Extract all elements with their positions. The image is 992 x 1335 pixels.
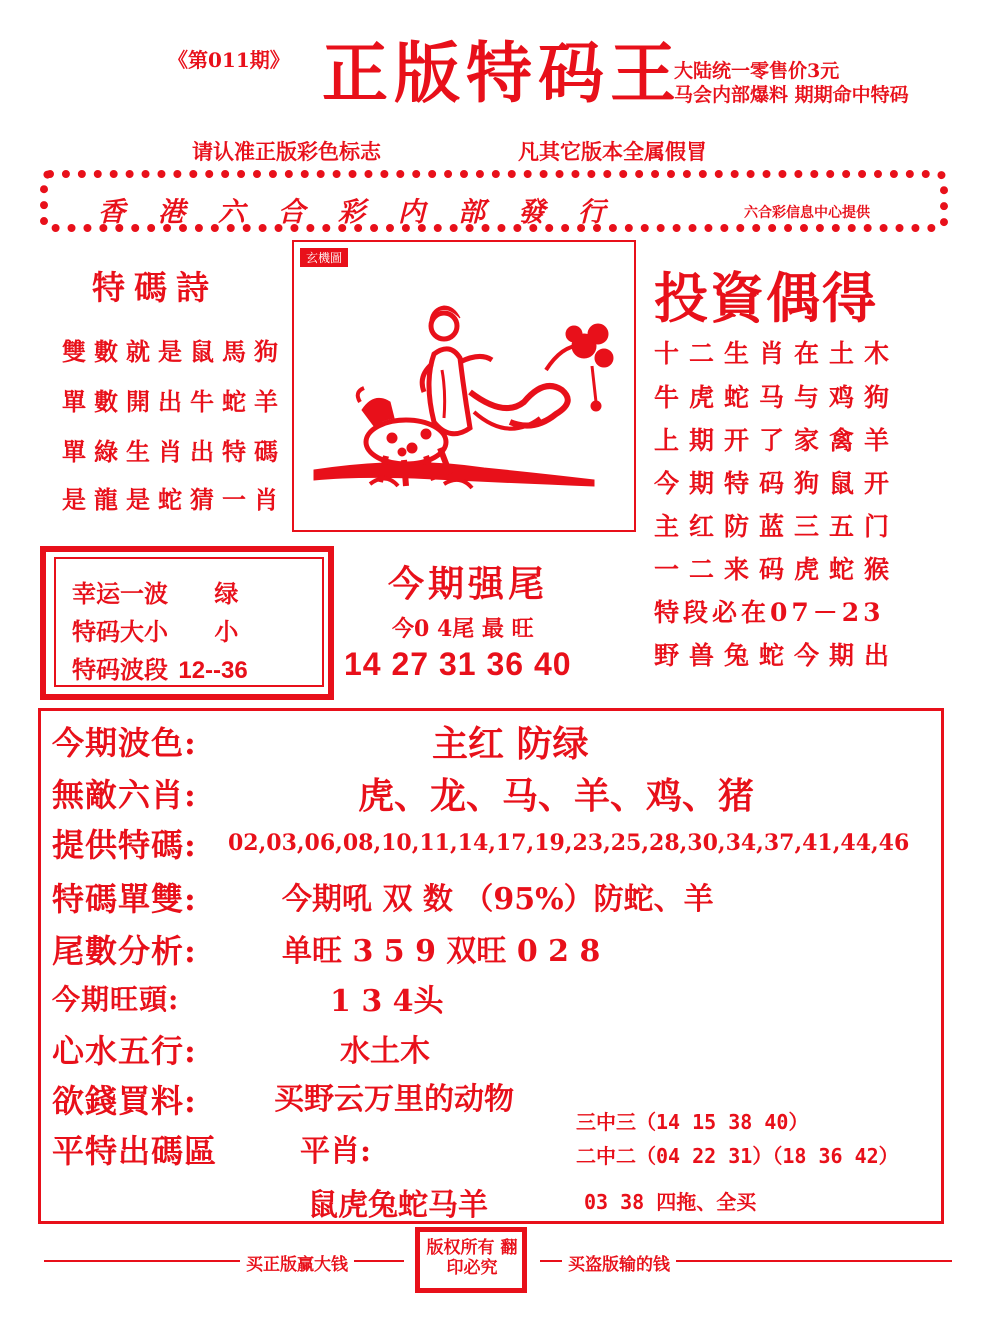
- poem-line: 單數開出牛蛇羊: [62, 387, 286, 416]
- counterfeit-warning: 凡其它版本全属假冒: [518, 139, 707, 164]
- drag-combo: 03 38 四拖、全买: [584, 1190, 757, 1214]
- investment-line: 上期开了家禽羊: [654, 426, 900, 455]
- investment-line: 野兽兔蛇今期出: [654, 641, 900, 670]
- flat-zodiac-label: 平肖:: [300, 1134, 372, 1169]
- strong-tail-title: 今期强尾: [388, 563, 549, 605]
- investment-line: 今期特码狗鼠开: [654, 469, 900, 498]
- investment-line: 特段必在07－23: [654, 598, 885, 627]
- lucky-value: 12--36: [178, 657, 248, 684]
- head-label: 今期旺頭:: [52, 983, 180, 1016]
- wave-color-value: 主红 防绿: [432, 723, 589, 765]
- lucky-label: 特码波段: [72, 655, 168, 684]
- poem-title: 特碼詩: [92, 268, 218, 307]
- flat-zone-label: 平特出碼區: [52, 1132, 218, 1170]
- odd-even-value: 今期吼 双 数 （95%）防蛇、羊: [282, 882, 714, 917]
- investment-title: 投資偶得: [654, 266, 878, 330]
- wave-color-label: 今期波色:: [52, 724, 197, 762]
- five-elements-value: 水土木: [340, 1034, 430, 1069]
- insider-note: 马会内部爆料 期期命中特码: [674, 84, 909, 106]
- buy-label: 欲錢買料:: [52, 1082, 197, 1120]
- six-zodiac-value: 虎、龙、马、羊、鸡、猪: [358, 775, 755, 817]
- lucky-label: 幸运一波: [72, 579, 168, 608]
- lucky-row: [72, 612, 238, 647]
- tail-analysis-label: 尾數分析:: [52, 932, 197, 970]
- authentic-warning: 请认准正版彩色标志: [192, 139, 381, 164]
- investment-line: 牛虎蛇马与鸡狗: [654, 383, 900, 412]
- price-note: 大陆统一零售价3元: [674, 60, 840, 82]
- poem-line: 是龍是蛇猜一肖: [62, 485, 286, 514]
- six-zodiac-label: 無敵六肖:: [52, 776, 197, 814]
- lucky-row: [72, 574, 238, 609]
- footer-left-text: 买正版赢大钱: [240, 1250, 354, 1275]
- investment-line: 十二生肖在土木: [654, 339, 900, 368]
- footer-right-text: 买盗版输的钱: [562, 1250, 676, 1275]
- poem-line: 單綠生肖出特碼: [62, 437, 286, 466]
- tail-analysis-value: 单旺 3 5 9 双旺 0 2 8: [282, 934, 601, 969]
- investment-line: 一二来码虎蛇猴: [654, 555, 900, 584]
- lucky-label: 特码大小: [72, 617, 168, 646]
- head-value: 1 3 4头: [330, 984, 444, 1019]
- flat-zodiac-value: 鼠虎兔蛇马羊: [308, 1188, 488, 1223]
- riddle-picture: [292, 240, 636, 532]
- issuer-name: 香港六合彩内部發行: [98, 197, 638, 228]
- strong-tail-numbers: 14 27 31 36 40: [344, 646, 572, 682]
- copyright-text: 版权所有 翻印必究: [426, 1238, 518, 1278]
- three-in-three: 三中三（14 15 38 40）: [576, 1110, 809, 1134]
- buy-value: 买野云万里的动物: [274, 1082, 514, 1117]
- codes-label: 提供特碼:: [52, 826, 197, 864]
- strong-tail-sub: 今0 4尾 最 旺: [392, 616, 534, 642]
- lucky-value: 绿: [214, 579, 239, 608]
- newspaper-title: 正版特码王: [322, 34, 682, 112]
- investment-line: 主红防蓝三五门: [654, 512, 900, 541]
- picture-stamp: 玄機圖: [300, 248, 348, 267]
- odd-even-label: 特碼單雙:: [52, 880, 197, 918]
- lucky-value: 小: [214, 617, 239, 646]
- maiden-riding-illustration: [294, 242, 634, 530]
- five-elements-label: 心水五行:: [52, 1032, 197, 1070]
- lucky-row: [72, 650, 248, 685]
- two-in-two: 二中二（04 22 31）（18 36 42）: [576, 1144, 899, 1168]
- issue-number: 《第011期》: [168, 48, 290, 72]
- codes-value: 02,03,06,08,10,11,14,17,19,23,25,28,30,34,37,41,44,46: [228, 830, 910, 856]
- poem-line: 雙數就是鼠馬狗: [62, 337, 286, 366]
- issuer-sub: 六合彩信息中心提供: [744, 205, 870, 221]
